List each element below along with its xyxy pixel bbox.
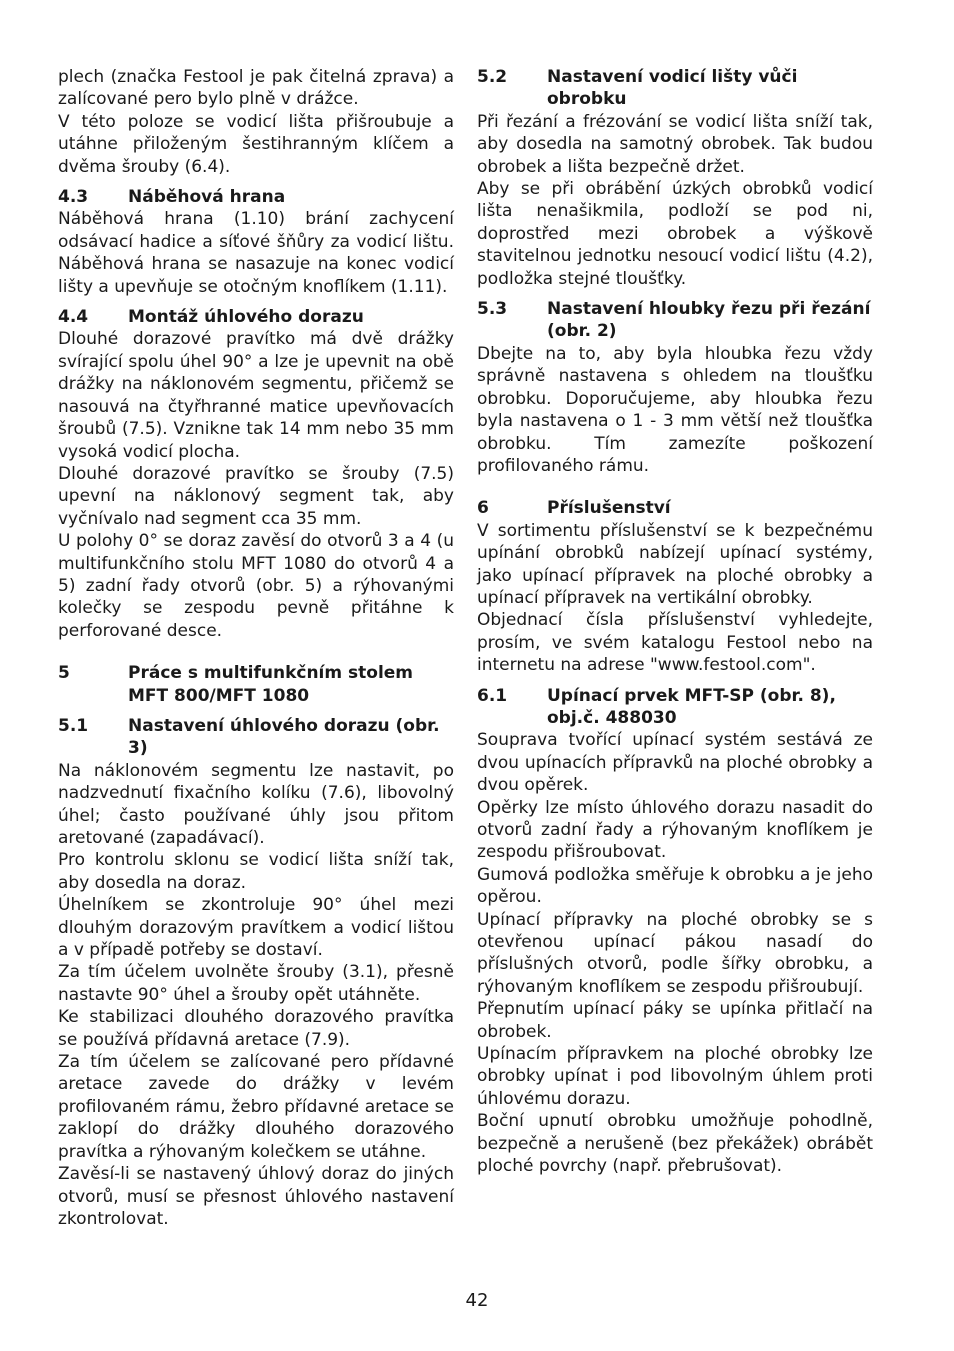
section-number: 6 xyxy=(477,498,489,519)
paragraph: Aby se při obrábění úzkých obrobků vodicí lišta nenašikmila, podloží se pod ni, doprostřed mezi obrobek a výškově stavitelnou jednotku nesoucí vodicí lištu (4.2), podložka stejné tloušťky. xyxy=(477,179,873,289)
paragraph: Na náklonovém segmentu lze nastavit, po nadzvednutí fixačního kolíku (7.6), libovolný úhel; často používané úhly jsou přitom aretované (zapadávací). xyxy=(58,760,454,848)
section-heading-5-3 xyxy=(477,298,873,343)
page-number: 42 xyxy=(465,1290,489,1311)
left-column xyxy=(58,66,454,1230)
section-number: 4.3 xyxy=(58,187,89,208)
paragraph: Úhelníkem se zkontroluje 90° úhel mezi dlouhým dorazovým pravítkem a vodicí lištou a v případě potřeby se dostaví. xyxy=(58,895,454,961)
section-heading-4-4 xyxy=(58,306,454,328)
paragraph: Upínací přípravky na ploché obrobky se s otevřenou upínací pákou nasadí do příslušných otvorů, podle šířky obrobku, a rýhovaným knoflíkem se zespodu přišroubují. xyxy=(477,909,873,997)
section-number: 5.3 xyxy=(477,299,508,320)
paragraph: Za tím účelem se zalícované pero přídavné aretace zavede do drážky v levém profilovaném rámu, žebro přídavné aretace se zaklopí do drážky dlouhého dorazového pravítka a rýhovaným kolečkem se utáhne. xyxy=(58,1052,454,1162)
section-heading-5-1 xyxy=(58,715,454,760)
paragraph: Při řezání a frézování se vodicí lišta sníží tak, aby dosedla na samotný obrobek. Tak budou obrobek a lišta bezpečně držet. xyxy=(477,111,873,177)
paragraph: Pro kontrolu sklonu se vodicí lišta sníží tak, aby dosedla na doraz. xyxy=(58,850,454,893)
paragraph: Objednací čísla příslušenství vyhledejte, prosím, ve svém katalogu Festool nebo na internetu na adrese "www.festool.com". xyxy=(477,610,873,676)
section-number: 6.1 xyxy=(477,685,508,706)
section-title: Nastavení hloubky řezu při řezání (obr. 2) xyxy=(547,299,871,342)
section-title: Práce s multifunkčním stolem MFT 800/MFT 1080 xyxy=(128,663,414,706)
section-number: 5.2 xyxy=(477,67,508,87)
paragraph: Přepnutím upínací páky se upínka přitlačí na obrobek. xyxy=(477,999,873,1042)
section-heading-4-3 xyxy=(58,186,454,208)
section-title: Montáž úhlového dorazu xyxy=(128,307,364,328)
section-heading-5-2 xyxy=(477,66,873,111)
section-title: Nastavení úhlového dorazu (obr. 3) xyxy=(128,715,440,759)
section-heading-5 xyxy=(58,662,454,707)
paragraph: Dlouhé dorazové pravítko má dvě drážky svírající spolu úhel 90° a lze je upevnit na obě drážky na náklonovém segmentu, přičemž se nasouvá na čtyřhranné matice upevňovacích šroubů (7.5). Vznikne tak 14 mm nebo 35 mm vysoká vodicí plocha. xyxy=(58,329,454,462)
paragraph: Boční upnutí obrobku umožňuje pohodlně, bezpečně a nerušeně (bez překážek) obrábět ploché povrchy (např. přebrušovat). xyxy=(477,1111,873,1177)
section-number: 5.1 xyxy=(58,715,89,736)
section-heading-6-1 xyxy=(477,685,873,730)
section-title: Upínací prvek MFT-SP (obr. 8), obj.č. 488030 xyxy=(547,685,836,728)
paragraph: Dbejte na to, aby byla hloubka řezu vždy správně nastavena s ohledem na tloušťku obrobku. Doporučujeme, aby hloubka řezu byla nastavena o 1 - 3 mm větší než tloušťka obrobku. Tím zamezíte poškození profilovaného rámu. xyxy=(477,343,873,476)
paragraph: Gumová podložka směřuje k obrobku a je jeho opěrou. xyxy=(477,864,873,908)
right-column xyxy=(477,66,873,1178)
section-title: Náběhová hrana xyxy=(128,187,286,208)
paragraph: Dlouhé dorazové pravítko se šrouby (7.5) upevní na náklonový segment tak, aby vyčnívalo nad segment cca 35 mm. xyxy=(58,463,454,529)
paragraph: Za tím účelem uvolněte šrouby (3.1), přesně nastavte 90° úhel a šrouby opět utáhněte. xyxy=(58,962,454,1005)
paragraph: U polohy 0° se doraz zavěsí do otvorů 3 a 4 (u multifunkčního stolu MFT 1080 do otvorů 4 a 5) zadní řady otvorů (obr. 5) a rýhovanými kolečky se zespodu pevně přitáhne k perforované desce. xyxy=(58,531,454,641)
section-title: Nastavení vodicí lišty vůči obrobku xyxy=(547,67,798,110)
paragraph: V této poloze se vodicí lišta přišroubuje a utáhne přiloženým šestihranným klíčem a dvěma šrouby (6.4). xyxy=(58,111,454,177)
paragraph: Náběhová hrana (1.10) brání zachycení odsávací hadice a síťové šňůry za vodicí lištu. Náběhová hrana se nasazuje na konec vodicí lišty a upevňuje se otočným knoflíkem (1.11). xyxy=(58,209,454,297)
paragraph: Zavěsí-li se nastavený úhlový doraz do jiných otvorů, musí se přesnost úhlového nastavení zkontrolovat. xyxy=(58,1164,454,1229)
paragraph: V sortimentu příslušenství se k bezpečnému upínání obrobků nabízejí upínací systémy, jako upínací přípravek na ploché obrobky a upínací přípravek na vertikální obrobky. xyxy=(477,520,873,608)
section-number: 5 xyxy=(58,663,70,684)
section-number: 4.4 xyxy=(58,307,89,328)
paragraph: Opěrky lze místo úhlového dorazu nasadit do otvorů zadní řady a rýhovaným knoflíkem je zespodu přišroubovat. xyxy=(477,797,873,863)
paragraph: plech (značka Festool je pak čitelná zprava) a zalícované pero bylo plně v drážce. xyxy=(58,67,454,110)
paragraph: Ke stabilizaci dlouhého dorazového pravítka se používá přídavná aretace (7.9). xyxy=(58,1007,454,1050)
paragraph: Upínacím přípravkem na ploché obrobky lze obrobky upínat i pod libovolným úhlem proti úhlovému dorazu. xyxy=(477,1044,873,1109)
section-heading-6 xyxy=(477,497,873,519)
section-title: Příslušenství xyxy=(547,498,671,519)
paragraph: Souprava tvořící upínací systém sestává ze dvou upínacích přípravků na ploché obrobky a dvou opěrek. xyxy=(477,730,873,796)
